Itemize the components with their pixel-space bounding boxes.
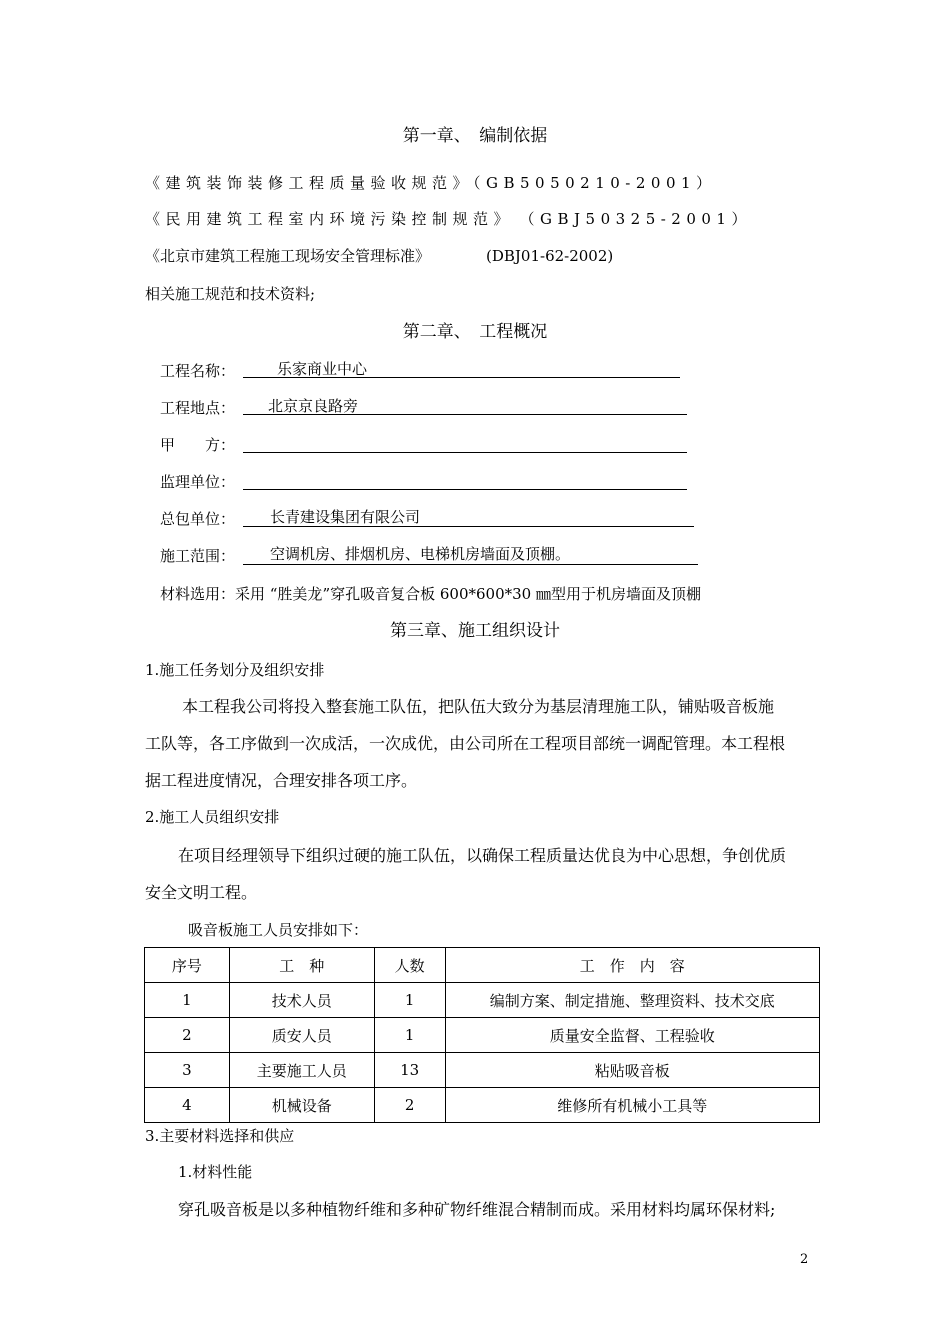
table-row [145, 1053, 820, 1088]
table-cell: 1 [374, 983, 445, 1018]
field-underline [243, 452, 687, 453]
field-value-contractor: 长青建设集团有限公司 [270, 508, 421, 526]
table-cell: 编制方案、制定措施、整理资料、技术交底 [445, 983, 819, 1018]
section2-paragraph-line1: 在项目经理领导下组织过硬的施工队伍，以确保工程质量达优良为中心思想，争创优质 [178, 846, 787, 865]
staff-table [144, 947, 820, 1123]
section1-paragraph-line1: 本工程我公司将投入整套施工队伍，把队伍大致分为基层清理施工队，铺贴吸音板施 [182, 697, 775, 716]
table-cell: 13 [374, 1053, 445, 1088]
section3-paragraph-line1: 穿孔吸音板是以多种植物纤维和多种矿物纤维混合精制而成。采用材料均属环保材料; [178, 1200, 776, 1219]
table-cell: 2 [374, 1088, 445, 1123]
section1-paragraph-line3: 据工程进度情况，合理安排各项工序。 [145, 771, 418, 790]
section2-paragraph-line2: 安全文明工程。 [145, 883, 258, 902]
table-cell: 维修所有机械小工具等 [445, 1088, 819, 1123]
reference-3-title: 《北京市建筑工程施工现场安全管理标准》 [145, 247, 431, 265]
table-header-cell: 人数 [374, 948, 445, 983]
table-cell: 3 [145, 1053, 230, 1088]
field-label-owner: 甲 方： [160, 436, 236, 454]
field-value-project-name: 乐家商业中心 [277, 360, 368, 378]
table-header-cell: 工 作 内 容 [445, 948, 819, 983]
chapter3-title: 第三章、施工组织设计 [390, 621, 560, 641]
table-cell: 机械设备 [229, 1088, 374, 1123]
section3-title: 3.主要材料选择和供应 [145, 1127, 295, 1145]
field-underline [243, 526, 694, 527]
table-header-row [145, 948, 820, 983]
field-label-contractor: 总包单位： [160, 510, 236, 528]
table-row [145, 983, 820, 1018]
reference-2: 《民用建筑工程室内环境污染控制规范》 （GBJ50325-2001） [145, 210, 752, 228]
table-cell: 1 [145, 983, 230, 1018]
field-underline [243, 377, 680, 378]
field-value-scope: 空调机房、排烟机房、电梯机房墙面及顶棚。 [270, 545, 571, 563]
chapter1-title: 第一章、 编制依据 [402, 126, 548, 146]
table-caption: 吸音板施工人员安排如下： [188, 921, 369, 939]
table-cell: 主要施工人员 [229, 1053, 374, 1088]
field-underline [243, 564, 698, 565]
table-cell: 粘贴吸音板 [445, 1053, 819, 1088]
section1-title: 1.施工任务划分及组织安排 [145, 661, 325, 679]
field-underline [243, 414, 687, 415]
table-header-cell: 序号 [145, 948, 230, 983]
table-cell: 4 [145, 1088, 230, 1123]
table-cell: 2 [145, 1018, 230, 1053]
field-label-location: 工程地点： [160, 399, 236, 417]
field-value-location: 北京京良路旁 [268, 397, 359, 415]
table-cell: 技术人员 [229, 983, 374, 1018]
table-cell: 质量安全监督、工程验收 [445, 1018, 819, 1053]
field-label-supervisor: 监理单位： [160, 473, 236, 491]
chapter2-title: 第二章、 工程概况 [402, 322, 548, 342]
table-header-cell: 工 种 [229, 948, 374, 983]
table-row [145, 1018, 820, 1053]
table-row [145, 1088, 820, 1123]
material-selection: 材料选用：采用 “胜美龙”穿孔吸音复合板 600*600*30 ㎜型用于机房墙面及顶棚 [160, 585, 701, 603]
field-label-scope: 施工范围： [160, 547, 236, 565]
section2-title: 2.施工人员组织安排 [145, 808, 280, 826]
reference-4: 相关施工规范和技术资料; [145, 285, 316, 303]
table-cell: 质安人员 [229, 1018, 374, 1053]
field-underline [243, 489, 687, 490]
section1-paragraph-line2: 工队等，各工序做到一次成活，一次成优，由公司所在工程项目部统一调配管理。本工程根 [145, 734, 786, 753]
page-number: 2 [800, 1252, 809, 1267]
reference-1: 《建筑装饰装修工程质量验收规范》（GB5050210-2001） [145, 174, 717, 192]
section3-subtitle: 1.材料性能 [178, 1163, 253, 1181]
reference-3-code: (DBJ01-62-2002) [486, 247, 614, 265]
field-label-project-name: 工程名称： [160, 362, 236, 380]
table-cell: 1 [374, 1018, 445, 1053]
